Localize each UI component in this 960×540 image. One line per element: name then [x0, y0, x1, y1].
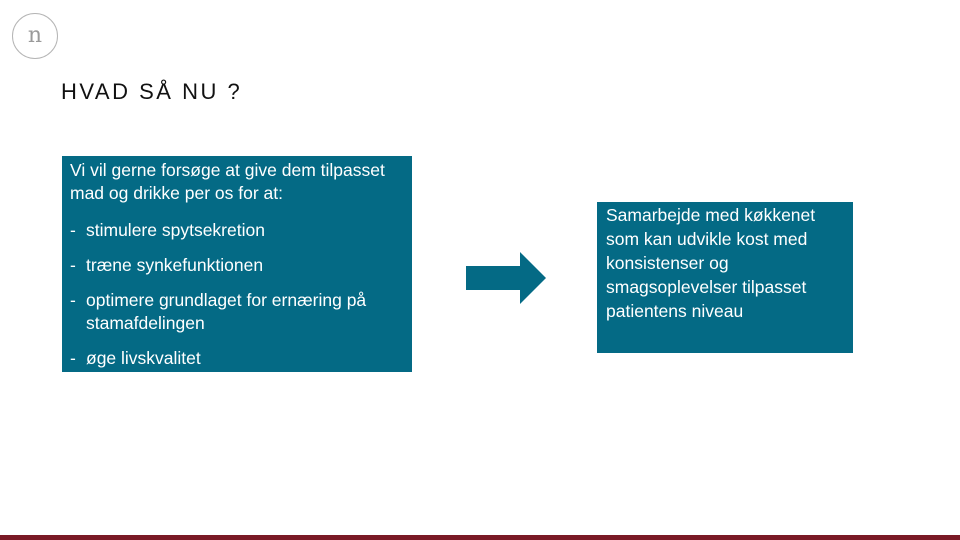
- list-item: [70, 289, 404, 335]
- list-item-text: optimere grundlaget for ernæring på stamafdelingen: [86, 290, 367, 333]
- logo-glyph: n: [27, 23, 43, 48]
- dash-bullet: -: [70, 220, 76, 240]
- dash-bullet: -: [70, 290, 76, 310]
- list-item-text: stimulere spytsekretion: [86, 220, 265, 240]
- slide-title: HVAD SÅ NU ?: [61, 79, 243, 104]
- dash-bullet: -: [70, 255, 76, 275]
- right-arrow-icon: [466, 252, 546, 304]
- collaboration-box: [597, 202, 853, 353]
- list-item-text: øge livskvalitet: [86, 348, 201, 368]
- collaboration-text: Samarbejde med køkkenet som kan udvikle kost med konsistenser og smagsoplevelser tilpasset patientens niveau: [606, 205, 816, 321]
- university-logo-icon: [12, 13, 58, 59]
- goals-list: [70, 219, 404, 370]
- footer-bar: [0, 535, 960, 540]
- list-item-text: træne synkefunktionen: [86, 255, 264, 275]
- dash-bullet: -: [70, 348, 76, 368]
- goals-box: [62, 156, 412, 372]
- list-item: [70, 219, 404, 242]
- list-item: [70, 347, 404, 370]
- list-item: [70, 254, 404, 277]
- goals-intro: Vi vil gerne forsøge at give dem tilpasset mad og drikke per os for at:: [70, 160, 385, 203]
